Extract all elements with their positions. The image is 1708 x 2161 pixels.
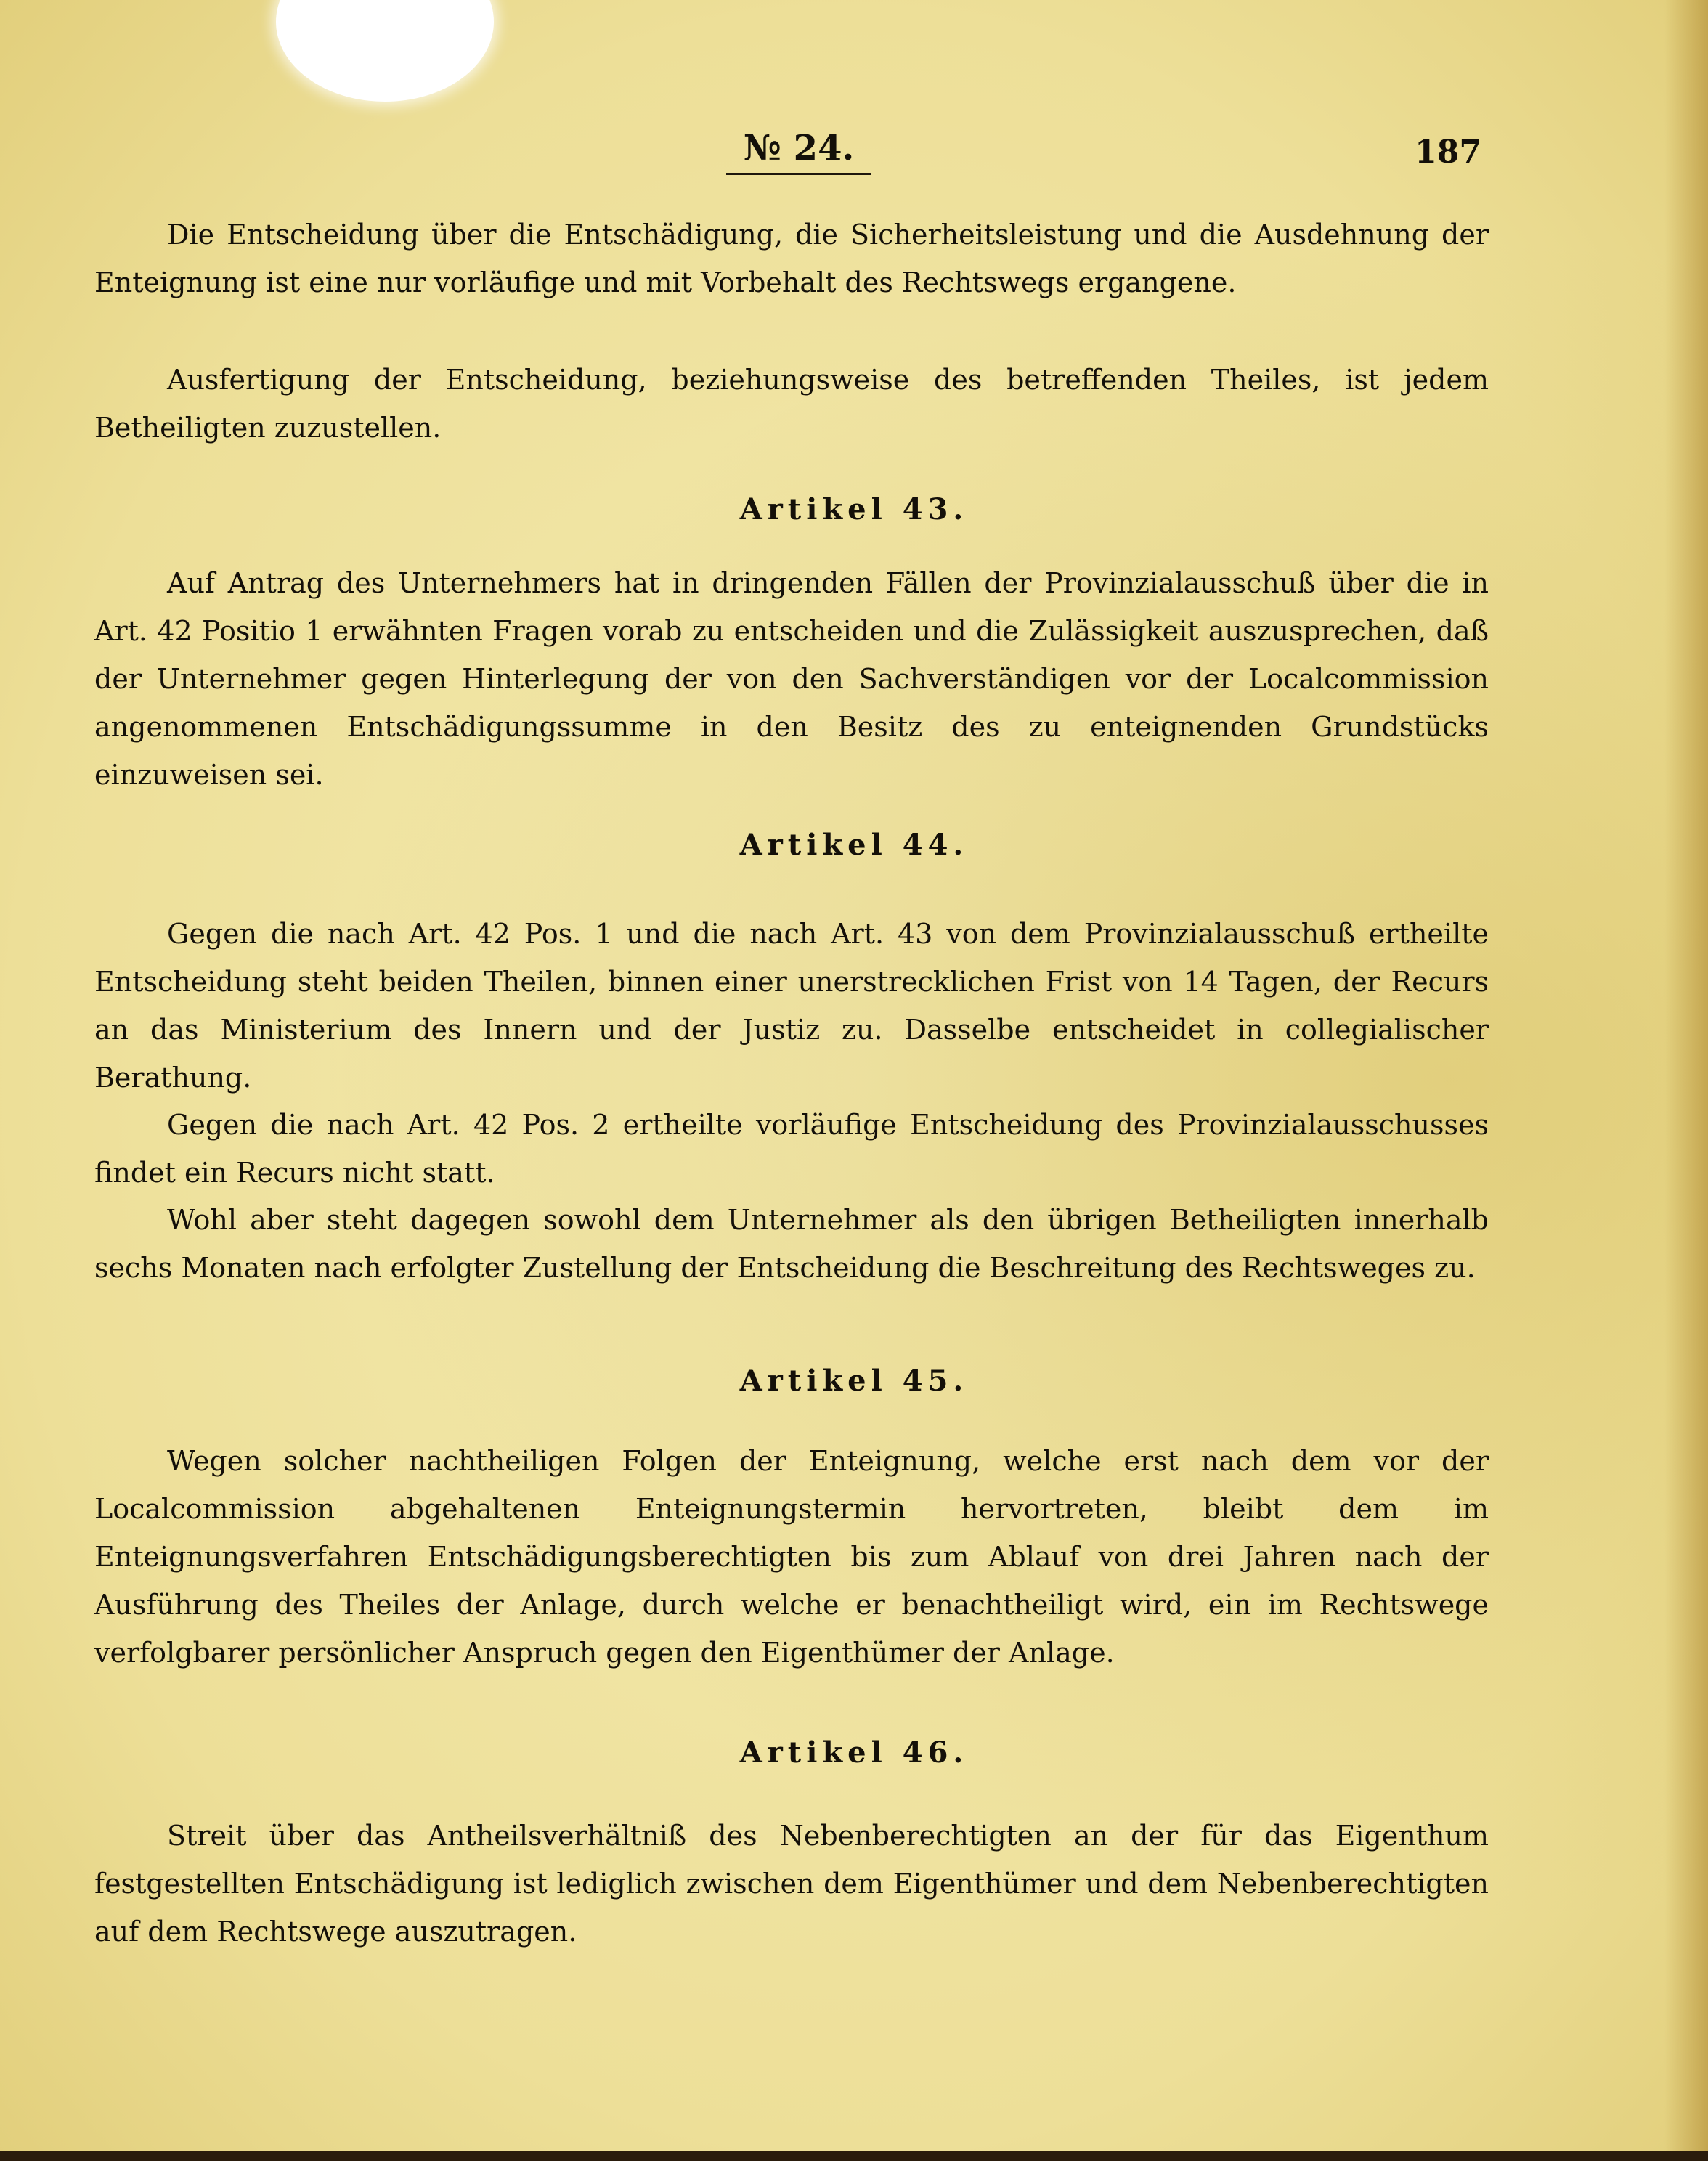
paragraph: Gegen die nach Art. 42 Pos. 2 ertheilte vorläufige Entscheidung des Provinzialausschusses findet ein Recurs nicht statt. xyxy=(94,1109,1489,1189)
paragraph: Streit über das Antheilsverhältniß des Nebenberechtigten an der für das Eigenthum festgestellten Entschädigung ist lediglich zwischen dem Eigenthümer und dem Nebenberechtigten auf dem Rechtswege auszutragen. xyxy=(94,1820,1489,1948)
paragraph: Ausfertigung der Entscheidung, beziehungsweise des betreffenden Theiles, ist jedem Betheiligten zuzustellen. xyxy=(94,364,1489,444)
paragraph: Wegen solcher nachtheiligen Folgen der Enteignung, welche erst nach dem vor der Localcommission abgehaltenen Enteignungstermin hervortreten, bleibt dem im Enteignungsverfahren Entschädigungsberechtigten bis zum Ablauf von drei Jahren nach der Ausführung des Theiles der Anlage, durch welche er benachtheiligt wird, ein im Rechtswege verfolgbarer persönlicher Anspruch gegen den Eigenthümer der Anlage. xyxy=(94,1445,1489,1669)
article-heading: Artikel 44. xyxy=(739,828,969,862)
article-heading: Artikel 45. xyxy=(739,1364,969,1398)
page-number: 187 xyxy=(1415,134,1481,171)
article-heading: Artikel 43. xyxy=(739,492,969,526)
torn-corner xyxy=(276,0,494,102)
paragraph: Gegen die nach Art. 42 Pos. 1 und die nach Art. 43 von dem Provinzialausschuß ertheilte Entscheidung steht beiden Theilen, binnen einer unerstrecklichen Frist von 14 Tagen, der Recurs an das Ministerium des Innern und der Justiz zu. Dasselbe entscheidet in collegialischer Berathung. xyxy=(94,918,1489,1094)
page-bottom-edge xyxy=(0,2151,1708,2161)
issue-number: № 24. xyxy=(726,128,871,175)
paragraph: Die Entscheidung über die Entschädigung, die Sicherheitsleistung und die Ausdehnung der Enteignung ist eine nur vorläufige und mit Vorbehalt des Rechtswegs ergangene. xyxy=(94,219,1489,298)
page-edge-shadow xyxy=(1664,0,1708,2161)
paragraph: Auf Antrag des Unternehmers hat in dringenden Fällen der Provinzialausschuß über die in Art. 42 Positio 1 erwähnten Fragen vorab zu entscheiden und die Zulässigkeit auszusprechen, daß der Unternehmer gegen Hinterlegung der von den Sachverständigen vor der Localcommission angenommenen Entschädigungssumme in den Besitz des zu enteignenden Grundstücks einzuweisen sei. xyxy=(94,567,1489,791)
paragraph: Wohl aber steht dagegen sowohl dem Unternehmer als den übrigen Betheiligten innerhalb sechs Monaten nach erfolgter Zustellung der Entscheidung die Beschreitung des Rechtsweges zu. xyxy=(94,1204,1489,1284)
article-heading: Artikel 46. xyxy=(739,1735,969,1770)
